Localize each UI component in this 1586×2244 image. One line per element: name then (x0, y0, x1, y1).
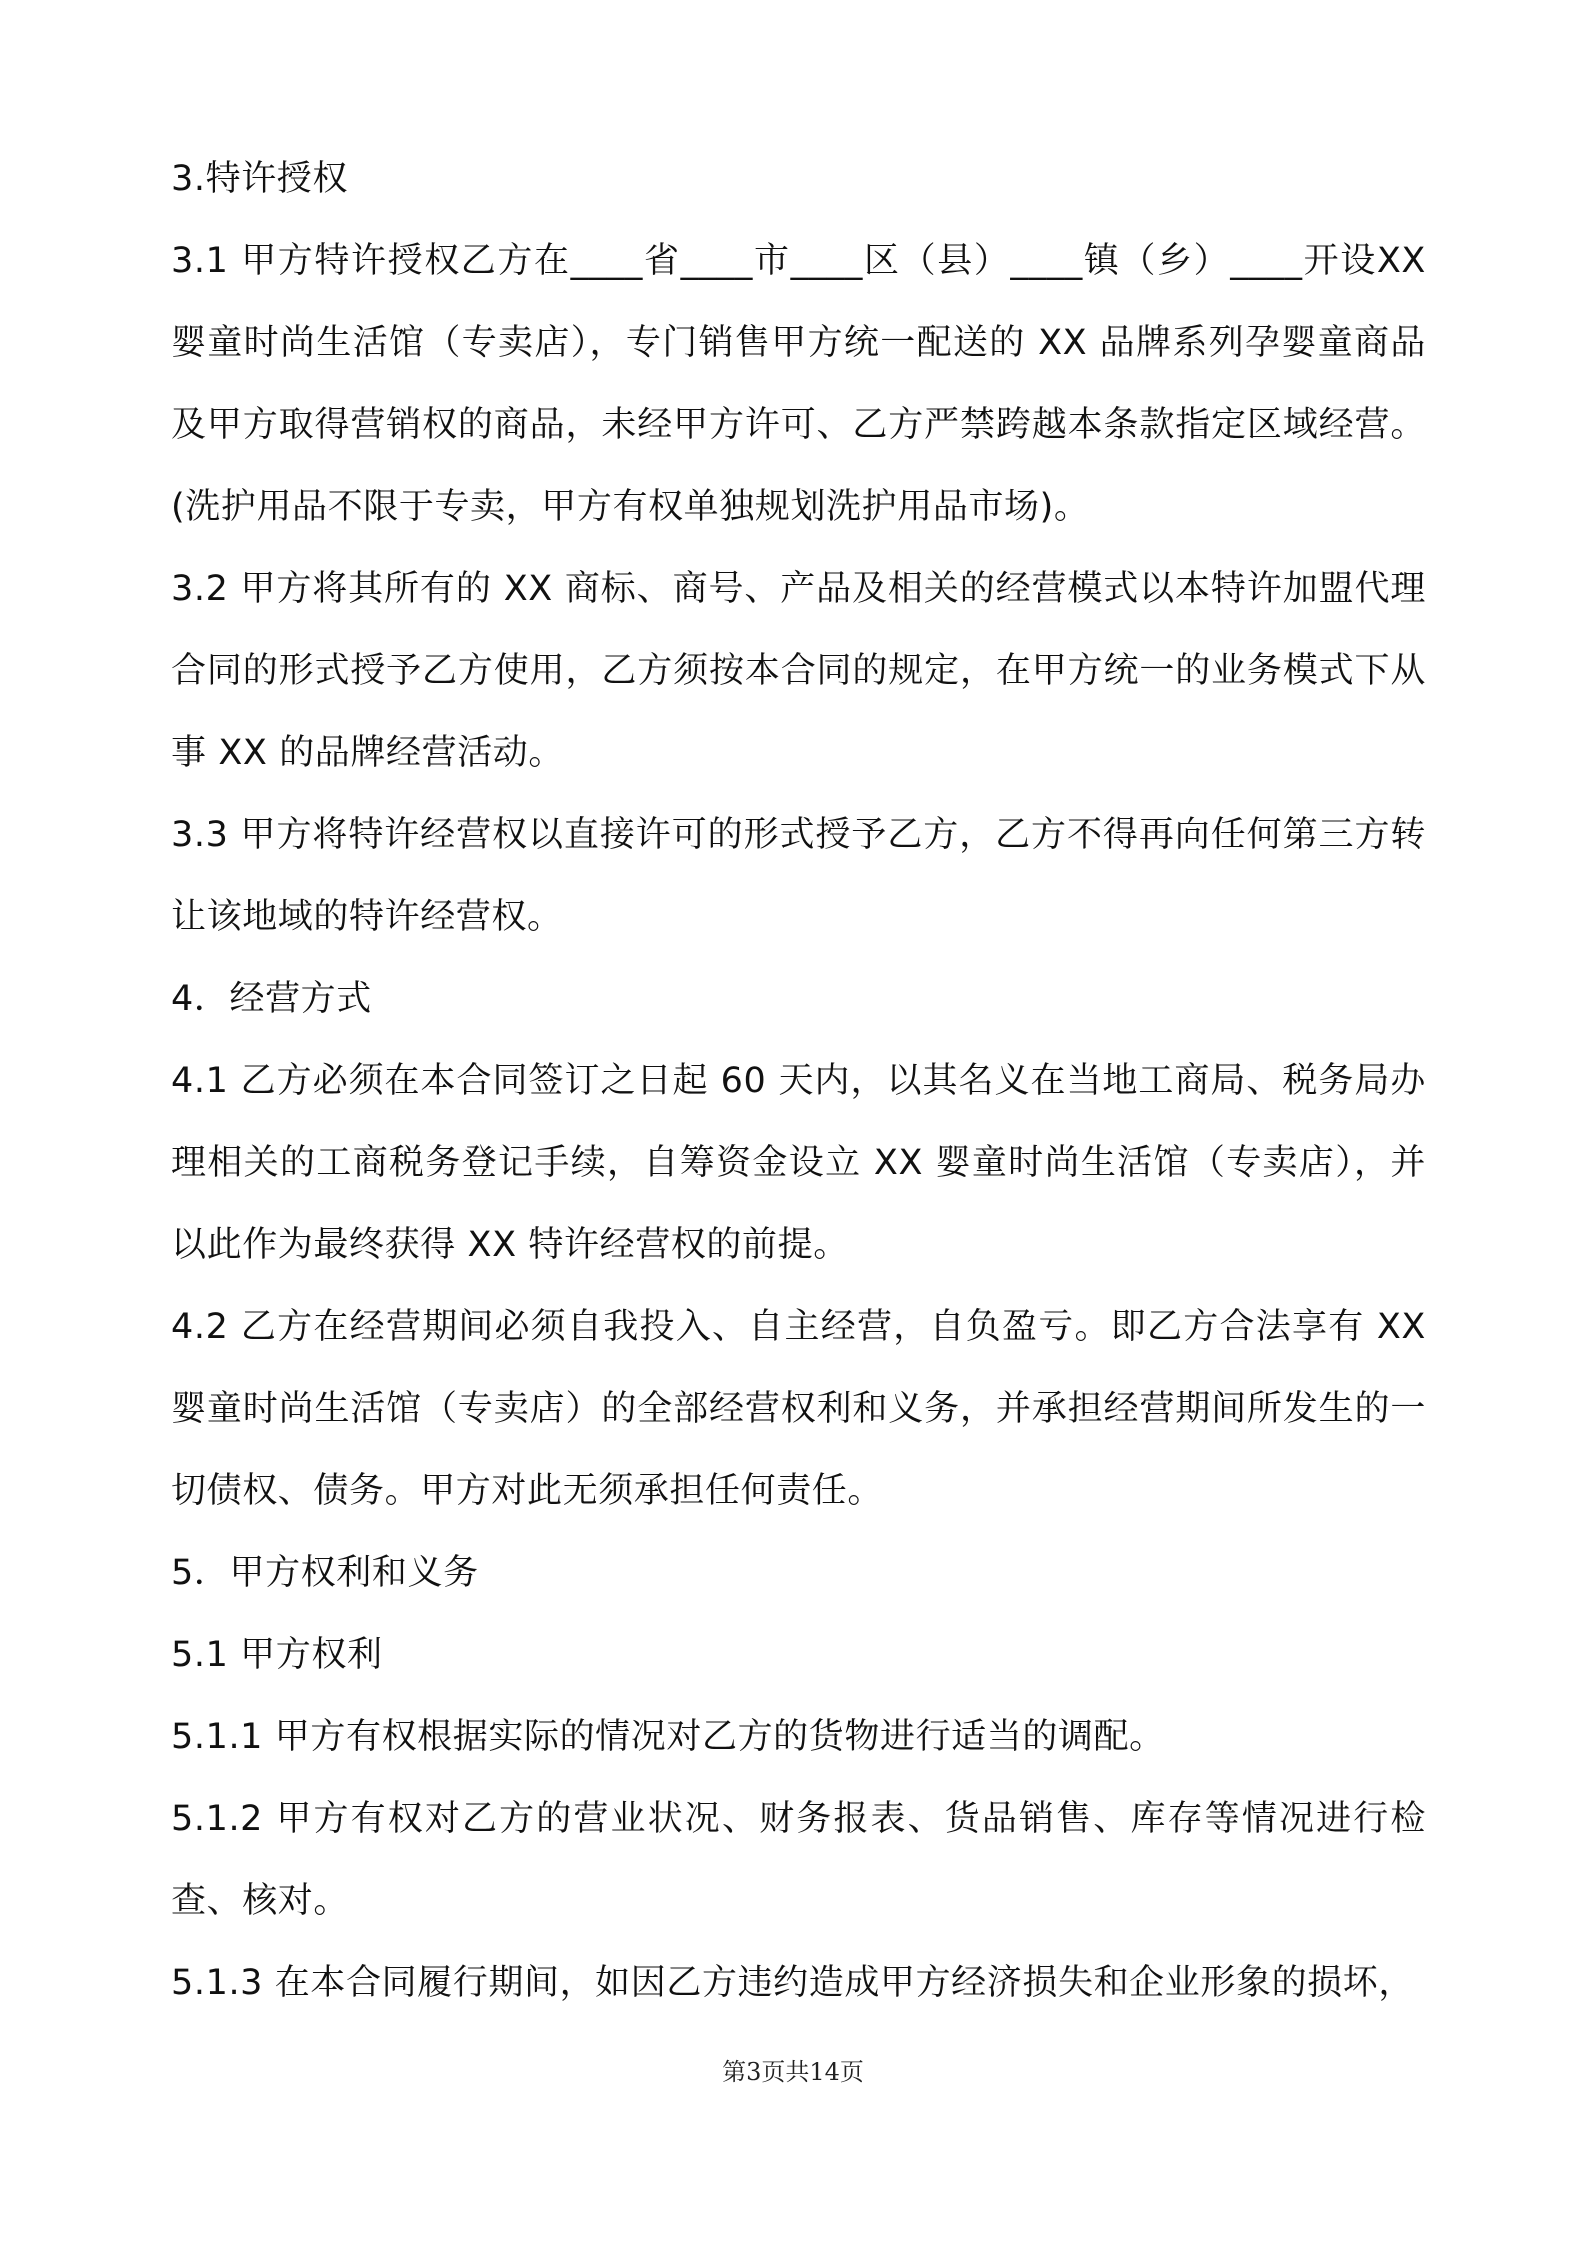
subsection-5-1-heading: 5.1 甲方权利 (171, 1635, 383, 1675)
clause-5-1-1: 5.1.1 甲方有权根据实际的情况对乙方的货物进行适当的调配。 (171, 1717, 1165, 1757)
clause-5-1-3: 5.1.3 在本合同履行期间，如因乙方违约造成甲方经济损失和企业形象的损坏， (171, 1963, 1414, 2003)
clause-3-3: 3.3 甲方将特许经营权以直接许可的形式授予乙方，乙方不得再向任何第三方转让该地域的特许经营权。 (171, 815, 1426, 937)
section-5-heading: 5．甲方权利和义务 (171, 1553, 479, 1593)
page-number-footer: 第3页共14页 (722, 2058, 864, 2086)
clause-3-2: 3.2 甲方将其所有的 XX 商标、商号、产品及相关的经营模式以本特许加盟代理合同的形式授予乙方使用，乙方须按本合同的规定，在甲方统一的业务模式下从事 XX 的品牌经营活动。 (171, 569, 1426, 773)
section-4-heading: 4．经营方式 (171, 979, 372, 1019)
clause-4-1: 4.1 乙方必须在本合同签订之日起 60 天内，以其名义在当地工商局、税务局办理相关的工商税务登记手续，自筹资金设立 XX 婴童时尚生活馆（专卖店），并以此作为最终获得 XX 特许经营权的前提。 (171, 1061, 1426, 1265)
clause-3-1: 3.1 甲方特许授权乙方在____省____市____区（县）____镇（乡）____开设XX 婴童时尚生活馆（专卖店），专门销售甲方统一配送的 XX 品牌系列孕婴童商品及甲方取得营销权的商品，未经甲方许可、乙方严禁跨越本条款指定区域经营。(洗护用品不限于专卖，甲方有权单独规划洗护用品市场)。 (171, 241, 1426, 527)
section-3-heading: 3.特许授权 (171, 159, 348, 199)
clause-5-1-2: 5.1.2 甲方有权对乙方的营业状况、财务报表、货品销售、库存等情况进行检查、核对。 (171, 1799, 1426, 1921)
document-body (171, 138, 1426, 2024)
clause-4-2: 4.2 乙方在经营期间必须自我投入、自主经营，自负盈亏。即乙方合法享有 XX 婴童时尚生活馆（专卖店）的全部经营权利和义务，并承担经营期间所发生的一切债权、债务。甲方对此无须承担任何责任。 (171, 1307, 1426, 1511)
